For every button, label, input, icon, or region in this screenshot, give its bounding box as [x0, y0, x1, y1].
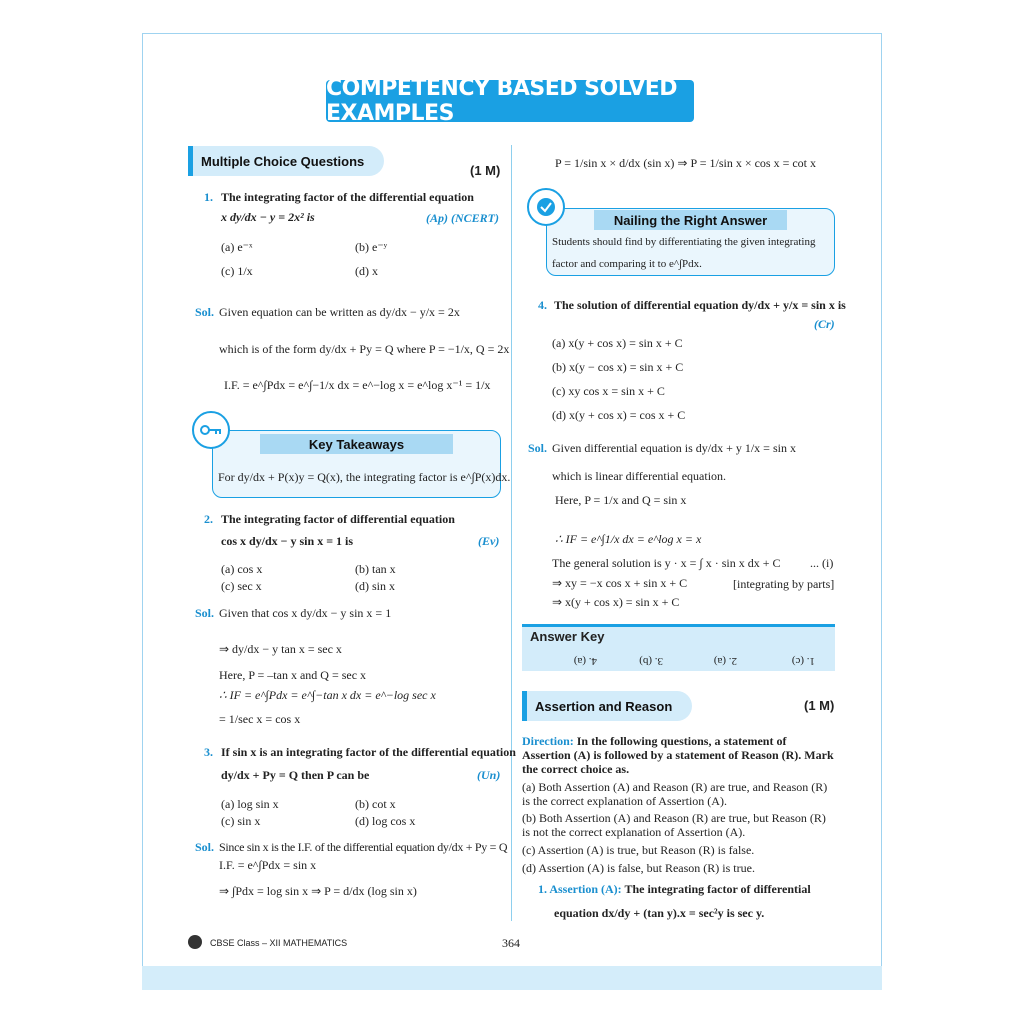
q4-text: The solution of differential equation dy/dx + y/x = sin x is [554, 298, 846, 312]
q3-option-c: (c) sin x [221, 814, 261, 828]
footer-book-title: CBSE Class – XII MATHEMATICS [210, 938, 348, 948]
q1-tag: (Ap) (NCERT) [426, 211, 499, 225]
page-banner: COMPETENCY BASED SOLVED EXAMPLES [326, 80, 694, 122]
q3-option-a: (a) log sin x [221, 797, 279, 811]
q4-number: 4. [538, 298, 547, 312]
sol3-line2: I.F. = e^∫Pdx = sin x [219, 858, 317, 872]
aq1-text: The integrating factor of differential [624, 882, 811, 896]
q2-option-a: (a) cos x [221, 562, 263, 576]
assertion-option-c: (c) Assertion (A) is true, but Reason (R) is false. [522, 843, 755, 857]
sol4-line5: The general solution is y · x = ∫ x · sin x dx + C [552, 556, 781, 570]
q3-option-d: (d) log cos x [355, 814, 416, 828]
section-assertion-title: Assertion and Reason [522, 691, 692, 721]
answer-key-item-2: 2. (a) [713, 655, 737, 667]
assertion-option-b: (b) Both Assertion (A) and Reason (R) are true, but Reason (R) is not the correct explanation of Assertion (A). [522, 811, 826, 839]
q4-option-b: (b) x(y − cos x) = sin x + C [552, 360, 684, 374]
sol4-ref-parts: [integrating by parts] [733, 577, 835, 591]
sol1-label: Sol. [195, 305, 215, 319]
sol1-line3: I.F. = e^∫Pdx = e^∫−1/x dx = e^−log x = e^log x⁻¹ = 1/x [224, 378, 491, 392]
sol3-line3: ⇒ ∫Pdx = log sin x ⇒ P = d/dx (log sin x) [219, 884, 417, 898]
answer-key-row-inverted [522, 651, 835, 667]
q1-option-c: (c) 1/x [221, 264, 253, 278]
column-divider [511, 145, 512, 921]
q3-option-b: (b) cot x [355, 797, 396, 811]
q2-option-d: (d) sin x [355, 579, 395, 593]
key-icon [192, 411, 230, 449]
publisher-logo [188, 935, 202, 949]
sol2-line2: ⇒ dy/dx − y tan x = sec x [219, 642, 342, 656]
key-takeaways-text: For dy/dx + P(x)y = Q(x), the integrating factor is e^∫P(x)dx. [218, 470, 511, 484]
sol4-line6: ⇒ xy = −x cos x + sin x + C [552, 576, 688, 590]
sol2-line5: = 1/sec x = cos x [219, 712, 301, 726]
sol3-line1: Since sin x is the I.F. of the differential equation dy/dx + Py = Q [219, 840, 508, 854]
right-top-equation: P = 1/sin x × d/dx (sin x) ⇒ P = 1/sin x × cos x = cot x [555, 156, 817, 170]
q4-tag: (Cr) [814, 317, 835, 331]
answer-key-title: Answer Key [530, 629, 605, 644]
direction-text: In the following questions, a statement of Assertion (A) is followed by a statement of Reason (R). Mark the correct choice as. [522, 734, 834, 776]
mcq-marks: (1 M) [470, 163, 501, 178]
q1-number: 1. [204, 190, 213, 204]
q3-text: If sin x is an integrating factor of the differential equation [221, 745, 516, 759]
sol4-ref-i: ... (i) [810, 556, 834, 570]
q1-equation: x dy/dx − y = 2x² is [221, 210, 315, 224]
answer-key-item-1: 1. (c) [791, 655, 815, 667]
assertion-marks: (1 M) [804, 698, 835, 713]
sol4-line2: which is linear differential equation. [552, 469, 727, 483]
q1-option-a: (a) e⁻ˣ [221, 240, 253, 254]
q2-equation: cos x dy/dx − y sin x = 1 is [221, 534, 354, 548]
nailing-line2: factor and comparing it to e^∫Pdx. [552, 258, 702, 270]
sol2-line1: Given that cos x dy/dx − y sin x = 1 [219, 606, 392, 620]
check-badge-icon [527, 188, 565, 226]
sol4-line7: ⇒ x(y + cos x) = sin x + C [552, 595, 680, 609]
nailing-title: Nailing the Right Answer [594, 210, 787, 230]
q3-tag: (Un) [477, 768, 501, 782]
q1-option-d: (d) x [355, 264, 378, 278]
q4-option-d: (d) x(y + cos x) = cos x + C [552, 408, 686, 422]
sol1-line1: Given equation can be written as dy/dx − y/x = 2x [219, 305, 460, 319]
nailing-line1: Students should find by differentiating the given integrating [552, 236, 816, 248]
aq1-number: 1. [538, 882, 547, 896]
assertion-direction [522, 734, 835, 776]
answer-key-item-3: 3. (b) [639, 655, 663, 667]
sol2-label: Sol. [195, 606, 215, 620]
direction-label: Direction: [522, 734, 574, 748]
sol1-line2: which is of the form dy/dx + Py = Q where P = −1/x, Q = 2x [219, 342, 510, 356]
sol2-line3: Here, P = –tan x and Q = sec x [219, 668, 367, 682]
section-mcq-title: Multiple Choice Questions [188, 146, 384, 176]
aq1-label: Assertion (A): [549, 882, 622, 896]
sol2-line4: ∴ IF = e^∫Pdx = e^∫−tan x dx = e^−log sec x [219, 688, 436, 702]
q2-number: 2. [204, 512, 213, 526]
footer-band [142, 966, 882, 990]
q1-text: The integrating factor of the differential equation [221, 190, 474, 204]
sol3-label: Sol. [195, 840, 215, 854]
answer-key-item-4: 4. (a) [573, 655, 597, 667]
answer-key-box [522, 624, 835, 671]
q2-tag: (Ev) [478, 534, 500, 548]
aq1-equation: equation dx/dy + (tan y).x = sec²y is sec y. [554, 906, 765, 920]
sol4-line1: Given differential equation is dy/dx + y 1/x = sin x [552, 441, 796, 455]
q4-option-c: (c) xy cos x = sin x + C [552, 384, 665, 398]
q2-option-b: (b) tan x [355, 562, 396, 576]
q2-text: The integrating factor of differential equation [221, 512, 455, 526]
assertion-option-a: (a) Both Assertion (A) and Reason (R) are true, and Reason (R) is the correct explanation of Assertion (A). [522, 780, 828, 808]
sol4-line4: ∴ IF = e^∫1/x dx = e^log x = x [555, 532, 702, 546]
key-takeaways-title: Key Takeaways [260, 434, 453, 454]
assertion-option-d: (d) Assertion (A) is false, but Reason (R) is true. [522, 861, 755, 875]
q4-option-a: (a) x(y + cos x) = sin x + C [552, 336, 683, 350]
q2-option-c: (c) sec x [221, 579, 262, 593]
sol4-label: Sol. [528, 441, 548, 455]
q3-number: 3. [204, 745, 213, 759]
sol4-line3: Here, P = 1/x and Q = sin x [555, 493, 687, 507]
q1-option-b: (b) e⁻ʸ [355, 240, 388, 254]
page-number: 364 [502, 936, 520, 950]
q3-equation: dy/dx + Py = Q then P can be [221, 768, 370, 782]
